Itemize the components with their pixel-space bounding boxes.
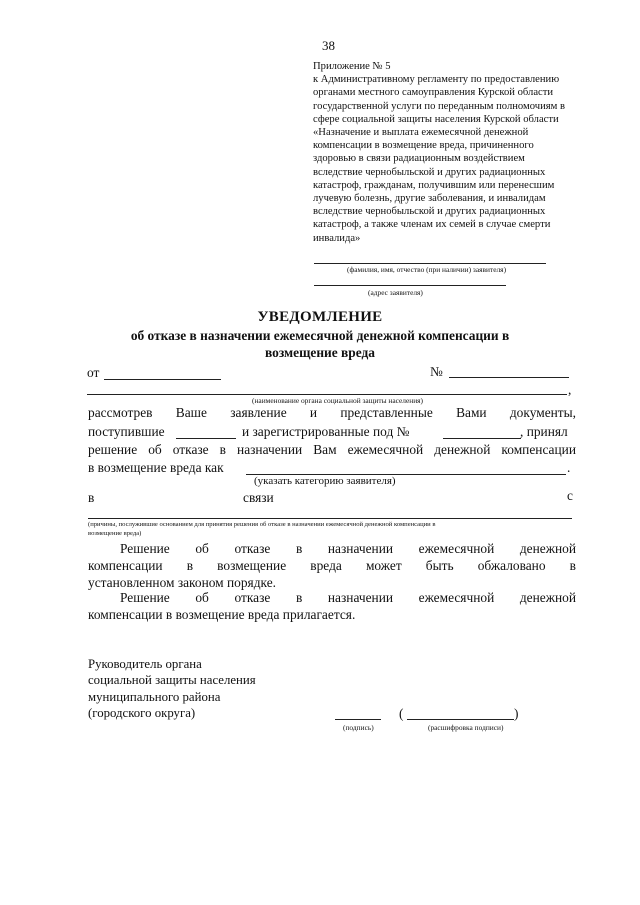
applicant-name-caption: (фамилия, имя, отчество (при наличии) заявителя) <box>347 265 507 274</box>
registration-number-line <box>443 438 521 439</box>
appendix-line: органами местного самоуправления Курской области <box>313 87 554 99</box>
reason-word-svyazi: связи <box>243 490 274 505</box>
appendix-line: здоровью в связи радиационным воздействием <box>313 153 525 165</box>
reason-line <box>88 518 572 519</box>
from-label: от <box>87 365 100 380</box>
reason-word-s: с <box>567 488 573 503</box>
appendix-line: сфере социальной защиты населения Курской области <box>313 113 559 125</box>
appendix-line: инвалида» <box>313 232 361 244</box>
signature-caption: (подпись) <box>343 723 374 732</box>
reason-caption-line-1: (причины, послужившие основанием для принятия решения об отказе в назначении ежемесячной денежной компенсации в <box>88 521 436 528</box>
appendix-line: к Административному регламенту по предоставлению <box>313 74 560 86</box>
decode-close-paren: ) <box>514 706 519 721</box>
document-subtitle-line-2: возмещение вреда <box>265 345 375 360</box>
signatory-line-3: муниципального района <box>88 689 221 704</box>
applicant-address-caption: (адрес заявителя) <box>368 288 423 297</box>
signatory-line-2: социальной защиты населения <box>88 673 256 688</box>
appeal-line-1: Решение об отказе в назначении ежемесячной денежной <box>120 541 576 556</box>
appendix-title: Приложение № 5 <box>313 61 391 72</box>
appendix-line: компенсации в возмещение вреда, причиненного <box>313 140 534 152</box>
organization-comma: , <box>568 382 572 397</box>
reason-word-v: в <box>88 490 95 505</box>
body-line-2-part-2: и зарегистрированные под № <box>242 424 410 439</box>
organization-line <box>87 394 567 395</box>
appendix-line: государственной услуги по переданным полномочиям в <box>313 100 565 112</box>
received-date-line <box>176 438 236 439</box>
signatory-line-4: (городского округа) <box>88 706 196 721</box>
signature-line <box>335 719 381 720</box>
attachment-line-1: Решение об отказе в назначении ежемесячной денежной <box>120 590 576 605</box>
appeal-line-2: компенсации в возмещение вреда может быть обжаловано в <box>88 558 576 573</box>
appendix-line: катастроф, а также членам их семей в случае смерти <box>313 219 551 231</box>
signatory-block <box>88 656 256 722</box>
body-line-2-part-1: поступившие <box>88 424 165 439</box>
body-line-1: рассмотрев Ваше заявление и представленные Вами документы, <box>88 405 576 420</box>
category-caption: (указать категорию заявителя) <box>254 475 396 487</box>
appendix-block <box>313 60 605 245</box>
appeal-line-3: установленном законом порядке. <box>88 575 276 590</box>
decode-caption: (расшифровка подписи) <box>428 723 504 732</box>
document-title: УВЕДОМЛЕНИЕ <box>257 309 383 325</box>
appendix-line: «Назначение и выплата ежемесячной денежной <box>313 127 529 139</box>
applicant-name-line <box>314 263 546 264</box>
appendix-line: вследствие чернобыльской и других радиационных <box>313 206 546 218</box>
decode-open-paren: ( <box>399 706 404 721</box>
applicant-address-line <box>314 285 506 286</box>
body-line-4-part-2: . <box>567 460 571 475</box>
body-line-4-part-1: в возмещение вреда как <box>88 460 224 475</box>
organization-caption: (наименование органа социальной защиты населения) <box>252 396 424 405</box>
page-number: 38 <box>322 38 335 53</box>
body-line-3: решение об отказе в назначении Вам ежемесячной денежной компенсации <box>88 442 576 457</box>
signatory-line-1: Руководитель органа <box>88 657 202 671</box>
number-line <box>449 377 569 378</box>
attachment-line-2: компенсации в возмещение вреда прилагается. <box>88 607 356 622</box>
appendix-line: катастроф, гражданам, получившим или перенесшим <box>313 179 555 191</box>
reason-caption-line-2: возмещение вреда) <box>88 530 142 537</box>
body-line-2-part-3: , принял <box>520 424 568 439</box>
number-label: № <box>430 364 443 379</box>
document-subtitle-line-1: об отказе в назначении ежемесячной денежной компенсации в <box>130 328 510 343</box>
from-date-line <box>104 379 221 380</box>
decode-line <box>407 719 514 720</box>
appendix-line: вследствие чернобыльской и других радиационных <box>313 166 546 178</box>
appendix-text <box>313 73 605 245</box>
appendix-line: лучевую болезнь, другие заболевания, и инвалидам <box>313 193 546 205</box>
